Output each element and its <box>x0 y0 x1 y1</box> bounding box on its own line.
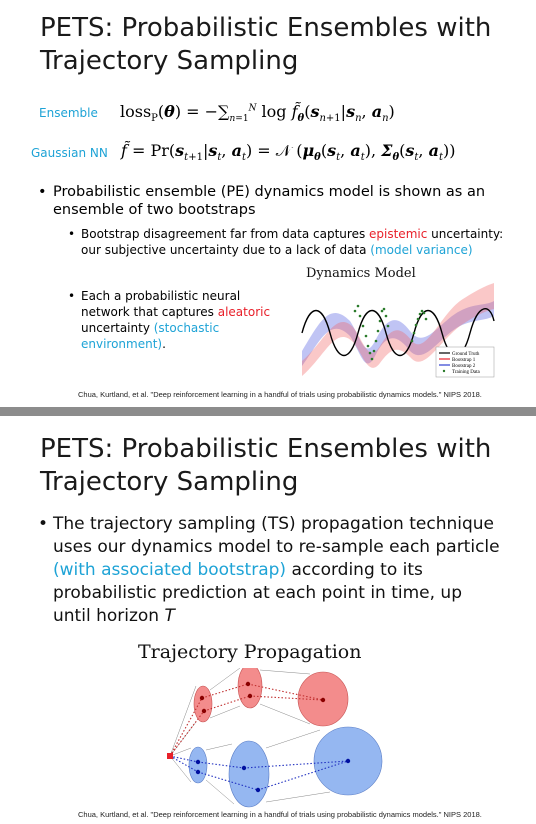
dynamics-model-title: Dynamics Model <box>306 266 416 281</box>
legend-label: Bootstrap 2 <box>452 364 476 369</box>
ensemble-loss-equation: loss$_P$(θ) = $-\sum_{n=1}^N$ $\log f̃_\theta(s_{n+1}|s_n$, $a_n$) <box>120 102 395 125</box>
legend-label: Bootstrap 1 <box>452 358 476 363</box>
legend-swatch-training-data <box>443 370 445 372</box>
slide-1 <box>0 0 536 407</box>
bullet-pe-model: • Probabilistic ensemble (PE) dynamics model is shown as an ensemble of two bootstraps <box>38 184 486 218</box>
bullet-trajectory-sampling: • The trajectory sampling (TS) propagation technique uses our dynamics model to re-sample each particle (with associated bootstrap) according to its probabilistic prediction at each point in time, up until horizon T <box>38 514 500 626</box>
legend-label: Training Data <box>452 370 480 375</box>
trajectory-propagation-figure <box>160 668 390 808</box>
blue-distribution-1 <box>189 747 207 783</box>
gaussian-nn-label: Gaussian NN <box>31 146 108 160</box>
initial-state-particle <box>167 753 173 759</box>
sub-bullet-aleatoric: • Each a probabilistic neural network that captures aleatoric uncertainty (stochastic environment). <box>68 289 271 351</box>
legend <box>436 347 494 377</box>
citation: Chua, Kurtland, et al. "Deep reinforcement learning in a handful of trials using probabilistic dynamics models." NIPS 2018. <box>78 810 482 819</box>
bullet-dot: • <box>38 184 47 200</box>
ensemble-label: Ensemble <box>39 106 98 120</box>
slide-title: PETS: Probabilistic Ensembles with Trajectory Sampling <box>40 434 492 497</box>
slide-2 <box>0 416 536 824</box>
slide-title: PETS: Probabilistic Ensembles with Trajectory Sampling <box>40 13 492 76</box>
bullet-dot: • <box>68 289 76 303</box>
red-distribution-2 <box>238 668 262 708</box>
trajectory-propagation-title: Trajectory Propagation <box>138 641 362 663</box>
slide-divider <box>0 407 536 416</box>
citation: Chua, Kurtland, et al. "Deep reinforcement learning in a handful of trials using probabilistic dynamics models." NIPS 2018. <box>78 390 482 399</box>
red-distribution-1 <box>194 686 212 722</box>
sub-bullet-epistemic: • Bootstrap disagreement far from data captures epistemic uncertainty: our subjective uncertainty due to a lack of data (model variance) <box>68 227 504 257</box>
legend-label: Ground Truth <box>452 352 480 357</box>
gaussian-nn-equation: f̃ = $Pr(s_{t+1}|s_t$, $a_t$) = 𝒩 ($\mu_\theta(s_t$, $a_t$), $\Sigma_\theta(s_t$, $a_t$)) <box>121 141 456 164</box>
bullet-dot: • <box>68 227 76 241</box>
bullet-dot: • <box>38 514 49 534</box>
dynamics-model-figure <box>300 281 496 379</box>
blue-distribution-2 <box>229 741 269 807</box>
